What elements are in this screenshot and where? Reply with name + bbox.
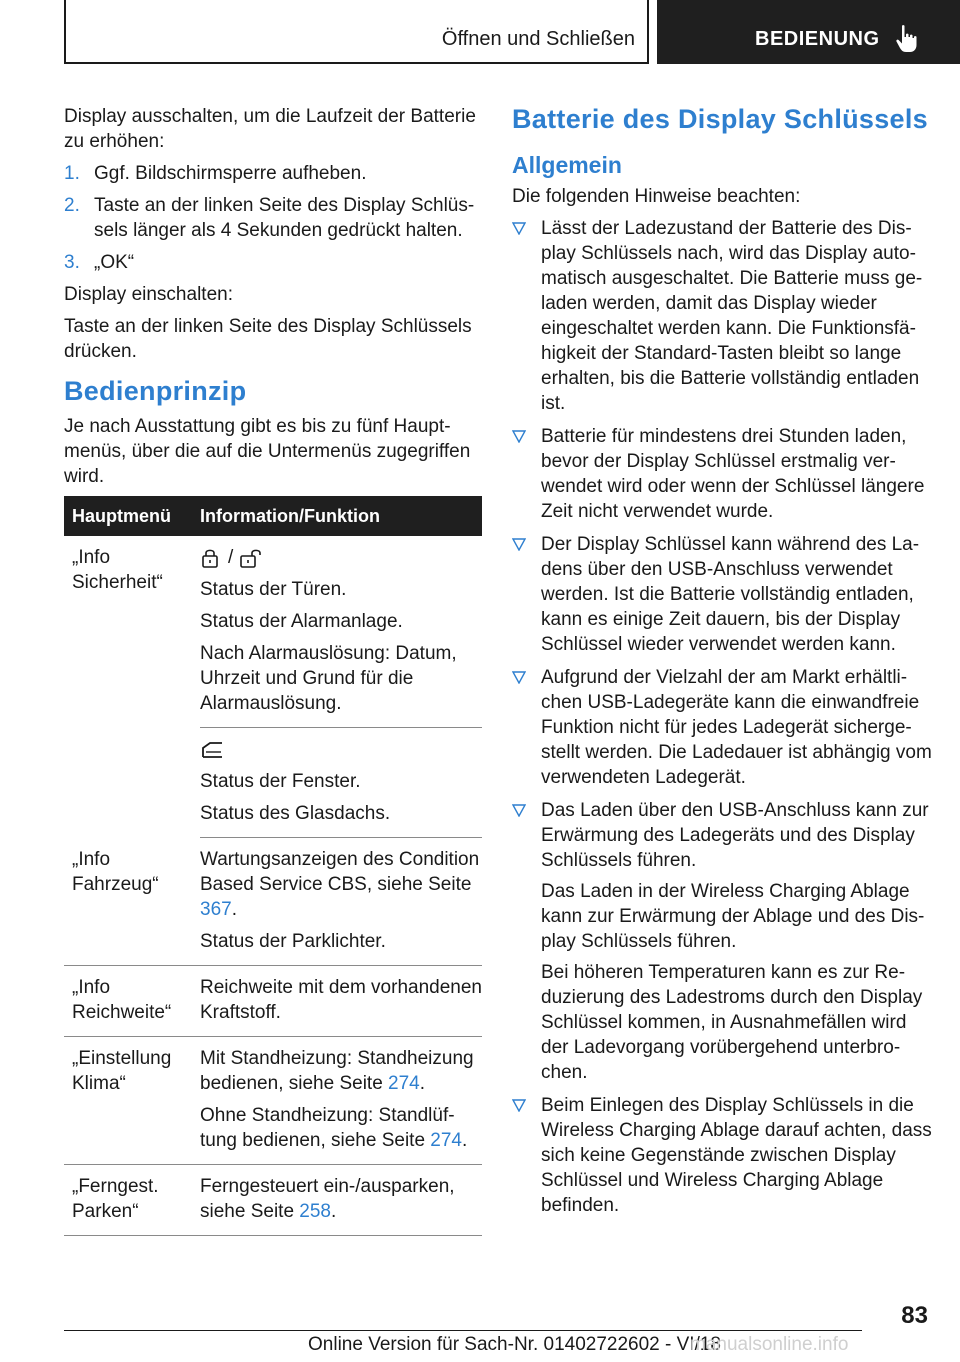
pointing-hand-icon — [893, 24, 921, 54]
function-text: Status der Alarmanlage. — [200, 611, 403, 632]
page-link[interactable]: 274 — [430, 1130, 462, 1151]
footer-divider — [64, 1330, 862, 1331]
list-item-text: Lässt der Ladezustand der Batterie des Display Schlüssels nach, wird das Display automatisch ausgeschaltet. Die Batterie muss geladen werden, damit das Display wieder eingeschaltet werden kann. Die Funktionsfähigkeit der Standard-Tasten bleibt so lange erhalten, bis die Batterie vollständig entladen ist. — [541, 218, 923, 414]
icon-separator: / — [228, 547, 234, 568]
door-unlocked-icon — [239, 548, 267, 568]
display-on-text: Taste an der linken Seite des Display Schlüssels drücken. — [64, 316, 472, 362]
table-row — [64, 1037, 482, 1165]
table-subrow — [200, 728, 482, 838]
step-text: „OK“ — [94, 252, 135, 273]
page-link[interactable]: 367 — [200, 899, 232, 920]
list-item — [512, 665, 932, 790]
step-item — [64, 161, 482, 186]
bullet-triangle-icon — [512, 222, 526, 235]
table-header — [64, 496, 482, 536]
step-text: Taste an der linken Seite des Display Schlüssels länger als 4 Sekunden gedrückt halten. — [94, 195, 475, 241]
section-heading-battery: Batterie des Display Schlüssels — [512, 104, 928, 134]
list-item-text: Bei höheren Temperaturen kann es zur Reduzierung des Ladestroms durch den Display Schlüssel kommen, in Ausnahmefällen wird der Ladevorgang vorübergehend unterbrochen. — [541, 962, 923, 1083]
chapter-title: BEDIENUNG — [755, 28, 880, 50]
footer-version: Online Version für Sach-Nr. 01402722602 - VI/18 — [308, 1334, 721, 1355]
function-text: Status der Fenster. — [200, 771, 361, 792]
function-text — [200, 847, 482, 922]
bullet-triangle-icon — [512, 1099, 526, 1112]
list-item-text: Batterie für mindestens drei Stunden laden, bevor der Display Schlüssel erstmalig verwendet wird oder wenn der Schlüssel längere Zeit nicht verwendet wurde. — [541, 426, 925, 522]
function-text: Status der Türen. — [200, 579, 347, 600]
table-row — [64, 838, 482, 966]
table-header-menu: Hauptmenü — [72, 505, 171, 526]
step-item — [64, 193, 482, 243]
function-text — [200, 1103, 482, 1153]
function-text-part: Ferngesteuert ein-/ausparken, siehe Seite — [200, 1176, 455, 1222]
function-text-part: . — [331, 1201, 337, 1222]
section-heading-bedienprinzip: Bedienprinzip — [64, 376, 247, 406]
function-text — [200, 1046, 482, 1096]
display-off-intro: Display ausschalten, um die Laufzeit der Batterie zu erhöhen: — [64, 106, 476, 152]
menu-cell: „Info Fahrzeug“ — [72, 849, 159, 895]
page-link[interactable]: 258 — [299, 1201, 331, 1222]
bullet-triangle-icon — [512, 430, 526, 443]
function-text-part: Wartungsanzeigen des Condition Based Service CBS, siehe Seite — [200, 849, 480, 895]
table-row — [64, 1165, 482, 1236]
page-link[interactable]: 274 — [388, 1073, 420, 1094]
function-text: Status des Glasdachs. — [200, 803, 391, 824]
table-row — [64, 966, 482, 1037]
function-text-part: Ohne Standheizung: Standlüftung bedienen, siehe Seite — [200, 1105, 455, 1151]
table-subrow — [200, 536, 482, 728]
function-text-part: . — [462, 1130, 468, 1151]
bullet-triangle-icon — [512, 804, 526, 817]
window-icon-line — [200, 737, 482, 762]
page-number: 83 — [901, 1302, 928, 1329]
section-tab — [64, 0, 649, 64]
list-item-text: Der Display Schlüssel kann während des Ladens über den USB-Anschluss verwendet werden. Ist die Batterie vollständig entladen, kann es einige Zeit dauern, bis der Display Schlüssel wieder verwendet werden kann. — [541, 534, 920, 655]
section-title: Öffnen und Schließen — [441, 28, 635, 50]
list-item — [512, 798, 932, 1085]
function-text-part: Mit Standheizung: Standheizung bedienen, siehe Seite — [200, 1048, 474, 1094]
function-text-part: . — [419, 1073, 426, 1094]
step-number: 2. — [64, 195, 80, 216]
function-text-part: . — [231, 899, 237, 920]
menu-cell: „Info Reichweite“ — [72, 977, 172, 1023]
function-text: Status der Parklichter. — [200, 931, 386, 952]
window-icon — [200, 740, 226, 760]
table-row — [64, 536, 482, 838]
door-icons — [200, 545, 482, 570]
menu-cell: „Info Sicherheit“ — [72, 547, 163, 593]
step-number: 1. — [64, 163, 80, 184]
list-item — [512, 532, 932, 657]
footer-watermark: manualsonline.info — [690, 1334, 849, 1355]
notes-intro: Die folgenden Hinweise beachten: — [512, 186, 801, 207]
bullet-triangle-icon — [512, 538, 526, 551]
display-on-label: Display einschalten: — [64, 284, 233, 305]
list-item — [512, 216, 932, 416]
table-header-function: Information/Funktion — [200, 505, 380, 526]
list-item — [512, 424, 932, 524]
left-column — [64, 104, 482, 1236]
subheading-allgemein: Allgemein — [512, 152, 622, 178]
menu-cell: „Ferngest. Parken“ — [72, 1176, 159, 1222]
function-text — [200, 1174, 482, 1224]
step-number: 3. — [64, 252, 80, 273]
step-text: Ggf. Bildschirmsperre aufheben. — [94, 163, 367, 184]
door-locked-icon — [200, 548, 222, 568]
function-text: Nach Alarmauslösung: Datum, Uhrzeit und Grund für die Alarmauslösung. — [200, 643, 457, 714]
list-item — [512, 1093, 932, 1218]
right-column — [512, 102, 932, 1226]
chapter-tab — [657, 0, 960, 64]
step-item — [64, 250, 482, 275]
list-item-text: Beim Einlegen des Display Schlüssels in die Wireless Charging Ablage darauf achten, dass sich keine Gegenstände zwischen Display Schlüssel und Wireless Charging Ablage befinden. — [541, 1095, 932, 1216]
page-header — [64, 0, 960, 64]
bedienprinzip-text: Je nach Ausstattung gibt es bis zu fünf Hauptmenüs, über die auf die Untermenüs zugegriffen wird. — [64, 416, 471, 487]
function-text: Reichweite mit dem vorhandenen Kraftstoff. — [200, 977, 482, 1023]
bullet-triangle-icon — [512, 671, 526, 684]
list-item-text: Das Laden über den USB-Anschluss kann zur Erwärmung des Ladegeräts und des Display Schlüssels führen. — [541, 800, 929, 871]
menu-cell: „Einstellung Klima“ — [72, 1048, 172, 1094]
list-item-text: Das Laden in der Wireless Charging Ablage kann zur Erwärmung der Ablage und des Display Schlüssels führen. — [541, 881, 925, 952]
menu-table — [64, 496, 482, 1236]
list-item-text: Aufgrund der Vielzahl der am Markt erhältlichen USB-Ladegeräte kann die einwandfreie Funktion nicht für jedes Ladegerät sichergestellt werden. Die Ladedauer ist abhängig vom verwendeten Ladegerät. — [541, 667, 932, 788]
